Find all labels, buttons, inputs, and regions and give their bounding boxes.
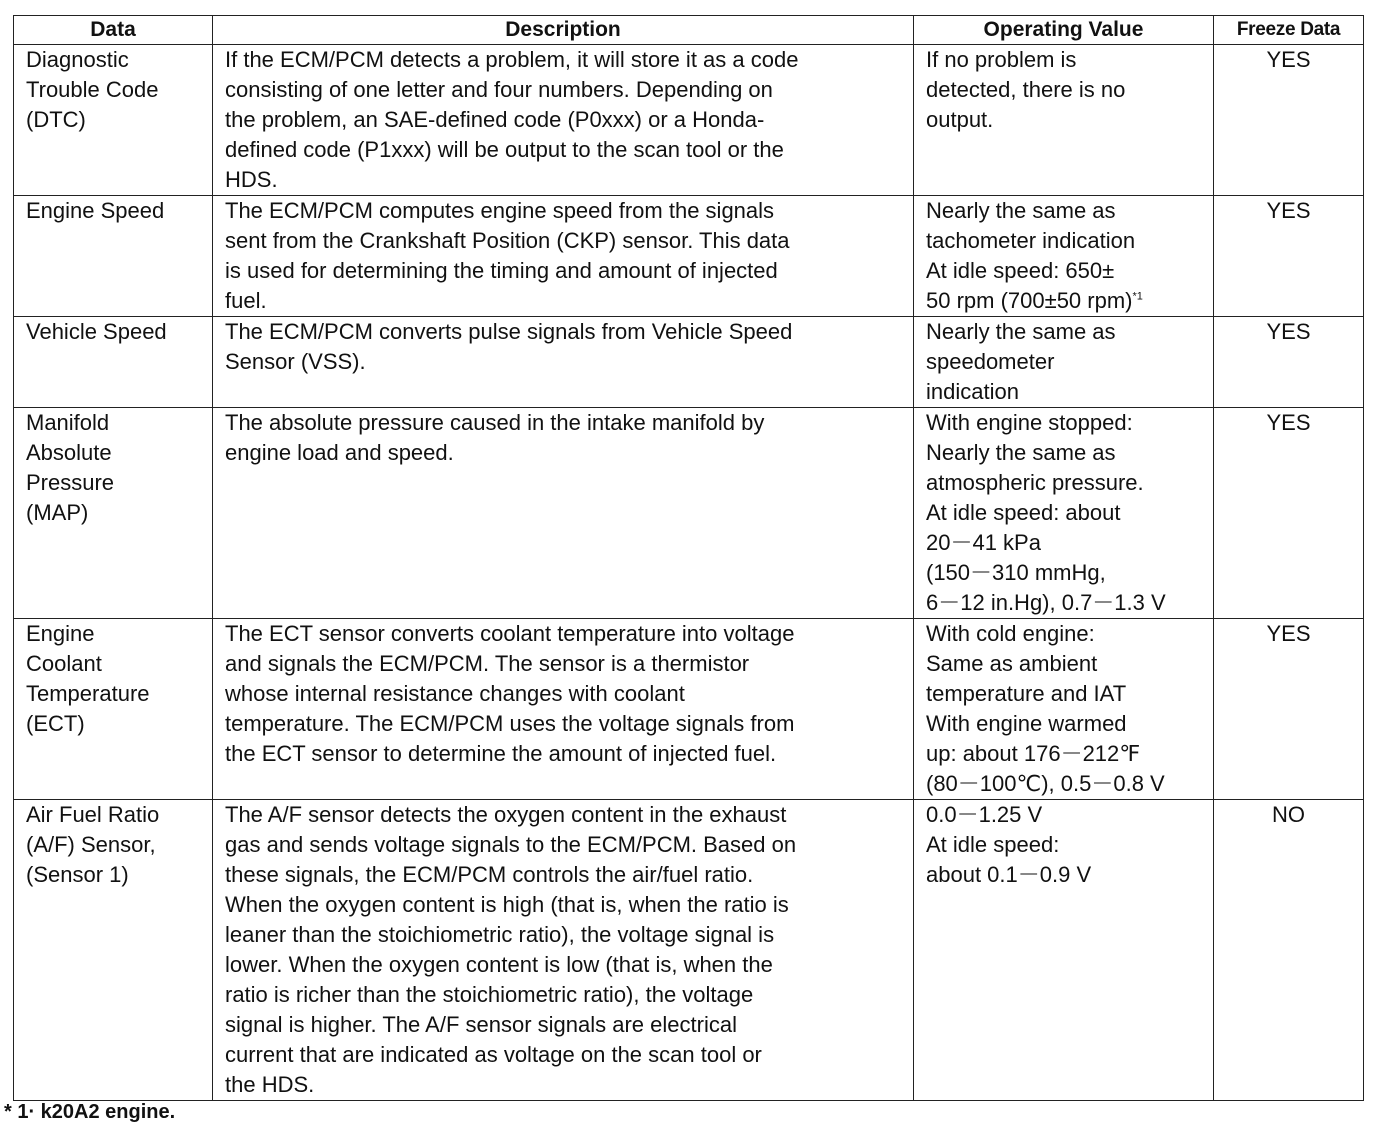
cell-description: The ECM/PCM converts pulse signals from Vehicle Speed Sensor (VSS). xyxy=(213,317,914,408)
header-freeze-data: Freeze Data xyxy=(1214,16,1364,45)
cell-operating-value: 0.0－1.25 V At idle speed: about 0.1－0.9 V xyxy=(914,800,1214,1101)
cell-description: The ECM/PCM computes engine speed from the signals sent from the Crankshaft Position (CKP) sensor. This data is used for determining the timing and amount of injected fuel. xyxy=(213,196,914,317)
table-row xyxy=(14,45,1364,196)
cell-operating-value: If no problem is detected, there is no output. xyxy=(914,45,1214,196)
header-data: Data xyxy=(14,16,213,45)
cell-operating-value: With cold engine: Same as ambient temperature and IAT With engine warmed up: about 176－212℉ (80－100℃), 0.5－0.8 V xyxy=(914,619,1214,800)
table-row xyxy=(14,196,1364,317)
table-row xyxy=(14,408,1364,619)
data-list-table xyxy=(13,15,1364,1101)
cell-data: Diagnostic Trouble Code (DTC) xyxy=(14,45,213,196)
footnote-marker: *1 xyxy=(1132,290,1143,303)
header-operating-value: Operating Value xyxy=(914,16,1214,45)
table-row xyxy=(14,800,1364,1101)
cell-data: Engine Coolant Temperature (ECT) xyxy=(14,619,213,800)
cell-description: The A/F sensor detects the oxygen content in the exhaust gas and sends voltage signals to the ECM/PCM. Based on these signals, the ECM/PCM controls the air/fuel ratio. When the oxygen content is high (that is, when the ratio is leaner than the stoichiometric ratio), the voltage signal is lower. When the oxygen content is low (that is, when the ratio is richer than the stoichiometric ratio), the voltage signal is higher. The A/F sensor signals are electrical current that are indicated as voltage on the scan tool or the HDS. xyxy=(213,800,914,1101)
table-row xyxy=(14,317,1364,408)
cell-data: Vehicle Speed xyxy=(14,317,213,408)
cell-operating-value: Nearly the same as speedometer indication xyxy=(914,317,1214,408)
cell-data: Air Fuel Ratio (A/F) Sensor, (Sensor 1) xyxy=(14,800,213,1101)
cell-description: If the ECM/PCM detects a problem, it will store it as a code consisting of one letter and four numbers. Depending on the problem, an SAE-defined code (P0xxx) or a Honda- defined code (P1xxx) will be output to the scan tool or the HDS. xyxy=(213,45,914,196)
footnote: * 1· k20A2 engine. xyxy=(4,1101,176,1123)
cell-freeze-data: YES xyxy=(1214,45,1364,196)
cell-data: Engine Speed xyxy=(14,196,213,317)
cell-freeze-data: YES xyxy=(1214,408,1364,619)
cell-freeze-data: YES xyxy=(1214,196,1364,317)
cell-freeze-data: NO xyxy=(1214,800,1364,1101)
cell-description: The ECT sensor converts coolant temperature into voltage and signals the ECM/PCM. The sensor is a thermistor whose internal resistance changes with coolant temperature. The ECM/PCM uses the voltage signals from the ECT sensor to determine the amount of injected fuel. xyxy=(213,619,914,800)
cell-freeze-data: YES xyxy=(1214,317,1364,408)
table-header-row xyxy=(14,16,1364,45)
cell-freeze-data: YES xyxy=(1214,619,1364,800)
cell-data: Manifold Absolute Pressure (MAP) xyxy=(14,408,213,619)
header-description: Description xyxy=(213,16,914,45)
cell-operating-value xyxy=(914,196,1214,317)
operating-value-text: Nearly the same as tachometer indication At idle speed: 650± 50 rpm (700±50 rpm) xyxy=(926,198,1136,313)
table-row xyxy=(14,619,1364,800)
cell-description: The absolute pressure caused in the intake manifold by engine load and speed. xyxy=(213,408,914,619)
cell-operating-value: With engine stopped: Nearly the same as atmospheric pressure. At idle speed: about 20－41 kPa (150－310 mmHg, 6－12 in.Hg), 0.7－1.3 V xyxy=(914,408,1214,619)
